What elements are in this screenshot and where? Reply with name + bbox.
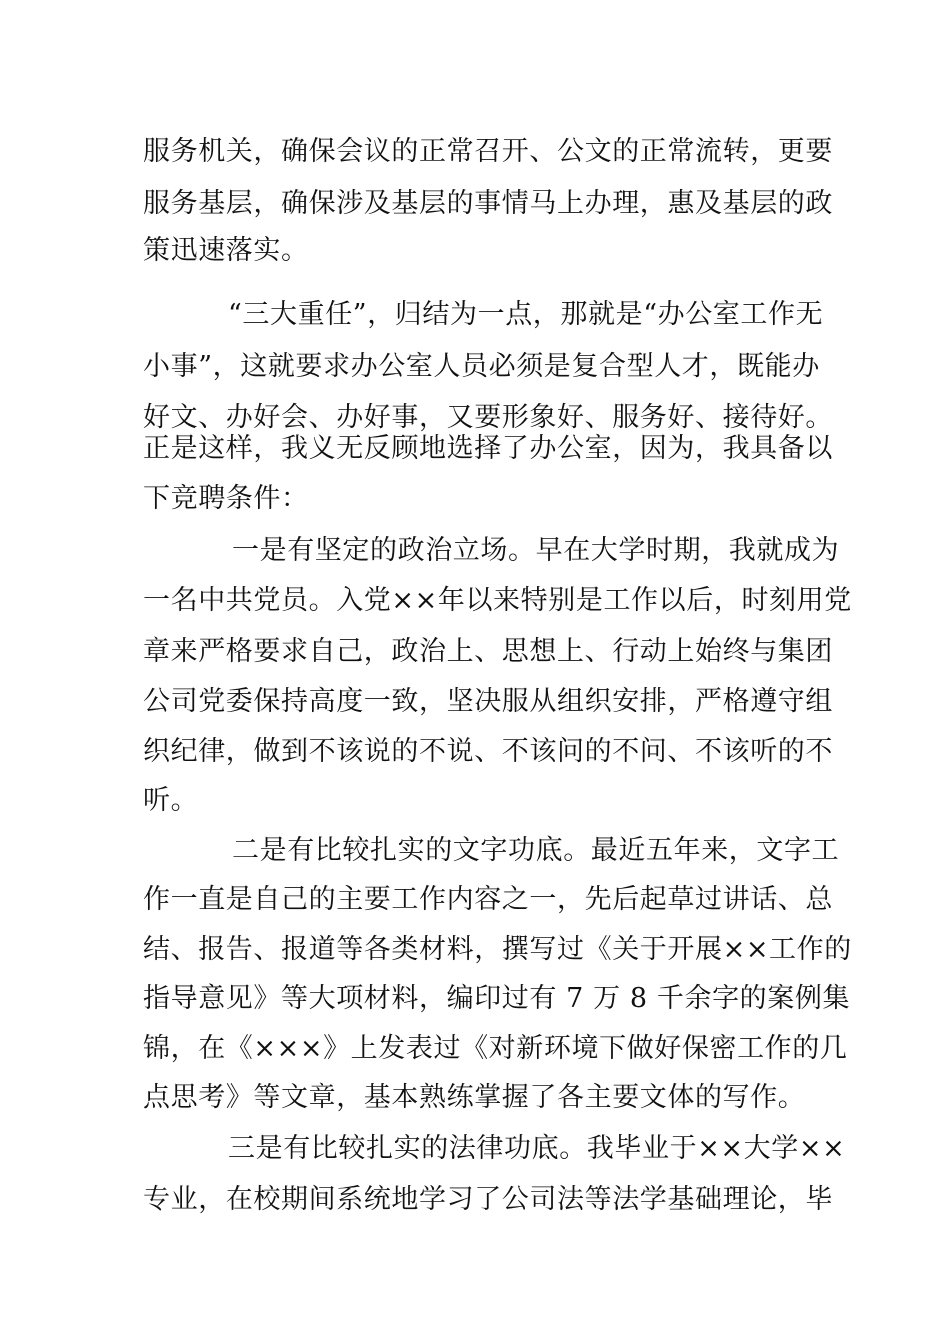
paragraph-start-line: “三大重任”，归结为一点，那就是“办公室工作无 — [228, 299, 824, 330]
text-line: 结、报告、报道等各类材料，撰写过《关于开展××工作的 — [143, 934, 852, 965]
text-line: 服务机关，确保会议的正常召开、公文的正常流转，更要 — [143, 136, 833, 167]
text-line: 小事”，这就要求办公室人员必须是复合型人才，既能办 — [143, 351, 820, 382]
text-line: 锦，在《×××》上发表过《对新环境下做好保密工作的几 — [143, 1033, 848, 1064]
text-line: 好文、办好会、办好事，又要形象好、服务好、接待好。 — [143, 402, 833, 433]
text-line: 正是这样，我义无反顾地选择了办公室，因为，我具备以 — [143, 433, 833, 464]
text-line: 点思考》等文章，基本熟练掌握了各主要文体的写作。 — [143, 1082, 806, 1113]
paragraph-start-line: 二是有比较扎实的文字功底。最近五年来，文字工 — [232, 835, 840, 866]
text-line: 下竞聘条件： — [143, 483, 309, 514]
text-line: 服务基层，确保涉及基层的事情马上办理，惠及基层的政 — [143, 188, 833, 219]
paragraph-start-line: 一是有坚定的政治立场。早在大学时期，我就成为 — [232, 535, 840, 566]
text-line: 作一直是自己的主要工作内容之一，先后起草过讲话、总 — [143, 884, 833, 915]
text-line: 一名中共党员。入党××年以来特别是工作以后，时刻用党 — [143, 585, 852, 616]
text-line: 听。 — [143, 785, 199, 816]
paragraph-start-line: 三是有比较扎实的法律功底。我毕业于××大学×× — [228, 1133, 846, 1164]
text-line: 公司党委保持高度一致，坚决服从组织安排，严格遵守组 — [143, 686, 833, 717]
text-line: 指导意见》等大项材料，编印过有 7 万 8 千余字的案例集 — [143, 983, 851, 1014]
text-line: 专业，在校期间系统地学习了公司法等法学基础理论，毕 — [143, 1184, 833, 1215]
text-line: 策迅速落实。 — [143, 235, 309, 266]
text-line: 章来严格要求自己，政治上、思想上、行动上始终与集团 — [143, 636, 833, 667]
text-line: 织纪律，做到不该说的不说、不该问的不问、不该听的不 — [143, 736, 833, 767]
